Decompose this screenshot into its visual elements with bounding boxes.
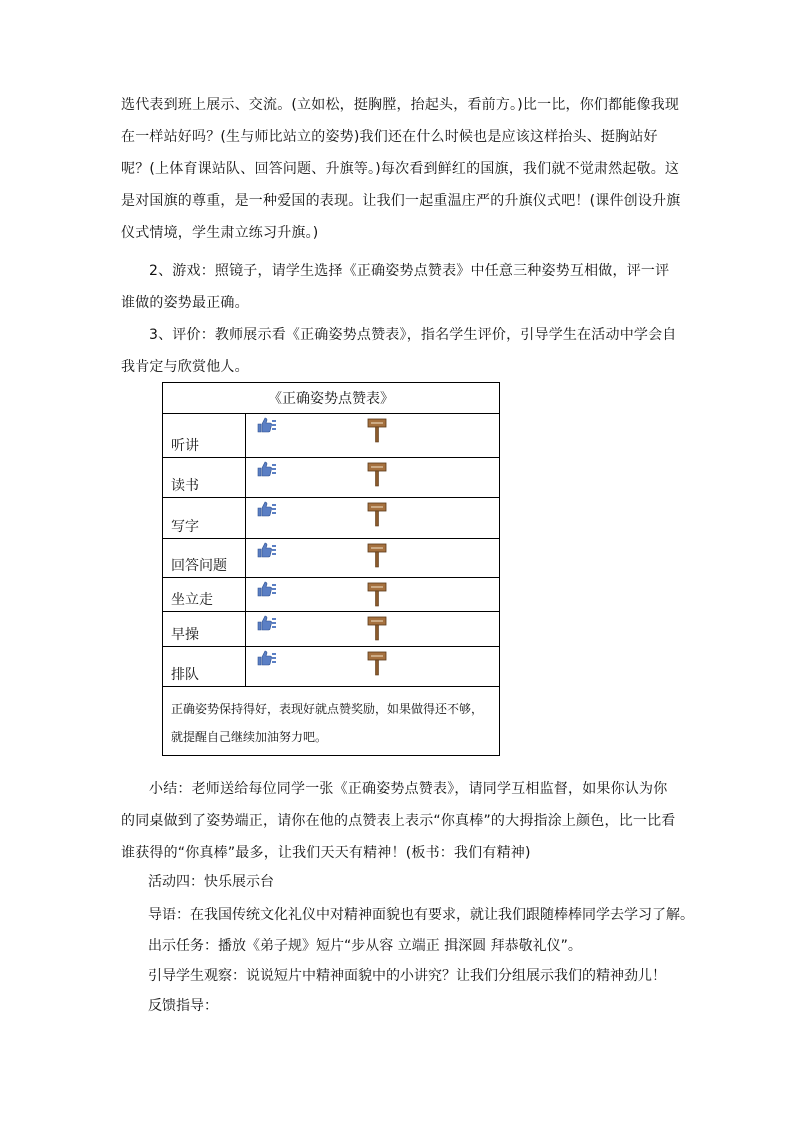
wooden-sign-icon <box>366 581 388 607</box>
paragraph-guide: 导语：在我国传统文化礼仪中对精神面貌也有要求，就让我们跟随棒棒同学去学习了解。 <box>148 907 694 923</box>
row-label: 早操 <box>163 612 246 647</box>
wooden-sign-icon <box>366 417 388 443</box>
paragraph-evaluation: 3、评价：教师展示看《正确姿势点赞表》，指名学生评价，引导学生在活动中学会自我肯定与欣赏他人。 <box>121 327 677 375</box>
wooden-sign-icon <box>366 461 388 487</box>
table-row <box>163 414 500 458</box>
wooden-sign-icon <box>366 615 388 641</box>
icon-cell <box>246 578 500 612</box>
table-note: 正确姿势保持得好，表现好就点赞奖励，如果做得还不够，就提醒自己继续加油努力吧。 <box>163 687 500 756</box>
praise-table <box>162 382 500 756</box>
row-label: 回答问题 <box>163 539 246 578</box>
thumbs-up-icon <box>256 501 278 517</box>
thumbs-up-icon <box>256 461 278 477</box>
row-label: 排队 <box>163 647 246 687</box>
thumbs-up-icon <box>256 417 278 433</box>
table-row <box>163 612 500 647</box>
thumbs-up-icon <box>256 615 278 631</box>
paragraph-feedback: 反馈指导： <box>148 998 218 1014</box>
paragraph-game: 2、游戏：照镜子，请学生选择《正确姿势点赞表》中任意三种姿势互相做，评一评谁做的姿势最正确。 <box>121 263 670 311</box>
row-label: 写字 <box>163 498 246 539</box>
paragraph-task: 出示任务：播放《弟子规》短片“步从容 立端正 揖深圆 拜恭敬礼仪”。 <box>148 938 582 954</box>
activity-four-heading: 活动四：快乐展示台 <box>148 874 274 890</box>
paragraph-standing: 选代表到班上展示、交流。(立如松，挺胸膛，抬起头，看前方。)比一比，你们都能像我现在一样站好吗？(生与师比站立的姿势)我们还在什么时候也是应该这样抬头、挺胸站好呢？(上体育课站队、回答问题、升旗等。)每次看到鲜红的国旗，我们就不觉肃然起敬。这是对国旗的尊重，是一种爱国的表现。让我们一起重温庄严的升旗仪式吧！(课件创设升旗仪式情境，学生肃立练习升旗。) <box>121 97 681 241</box>
table-row <box>163 539 500 578</box>
thumbs-up-icon <box>256 650 278 666</box>
icon-cell <box>246 458 500 498</box>
paragraph-summary: 小结：老师送给每位同学一张《正确姿势点赞表》，请同学互相监督，如果你认为你的同桌做到了姿势端正，请你在他的点赞表上表示“你真棒”的大拇指涂上颜色，比一比看谁获得的“你真棒”最多，让我们天天有精神！(板书：我们有精神) <box>121 781 676 861</box>
table-row <box>163 647 500 687</box>
wooden-sign-icon <box>366 542 388 568</box>
wooden-sign-icon <box>366 650 388 676</box>
row-label: 坐立走 <box>163 578 246 612</box>
row-label: 听讲 <box>163 414 246 458</box>
icon-cell <box>246 498 500 539</box>
row-label: 读书 <box>163 458 246 498</box>
wooden-sign-icon <box>366 501 388 527</box>
table-row <box>163 498 500 539</box>
icon-cell <box>246 647 500 687</box>
thumbs-up-icon <box>256 542 278 558</box>
table-row <box>163 458 500 498</box>
icon-cell <box>246 612 500 647</box>
paragraph-observe: 引导学生观察：说说短片中精神面貌中的小讲究？让我们分组展示我们的精神劲儿！ <box>148 968 666 984</box>
table-row <box>163 578 500 612</box>
icon-cell <box>246 414 500 458</box>
thumbs-up-icon <box>256 581 278 597</box>
icon-cell <box>246 539 500 578</box>
table-title: 《正确姿势点赞表》 <box>163 383 500 414</box>
